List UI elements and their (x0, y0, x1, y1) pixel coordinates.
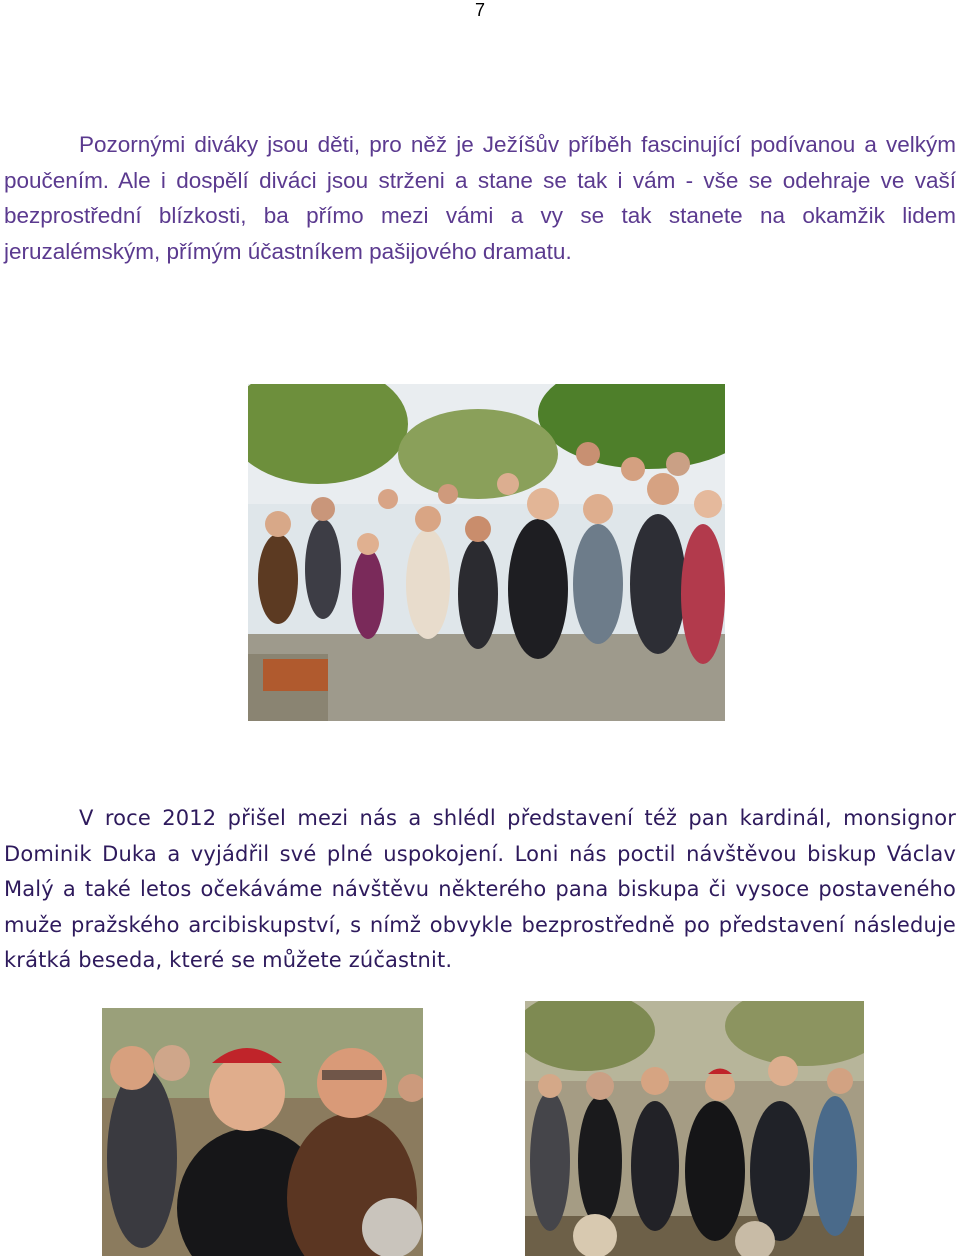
photo-clapping-audience (525, 1001, 864, 1256)
photo-crowd-spectators (248, 384, 725, 721)
paragraph-audience-text: Pozornými diváky jsou děti, pro něž je Ježíšův příběh fascinující podívanou a velkým poučením. Ale i dospělí diváci jsou strženi a stane se tak i vám - vše se odehraje ve vaší bezprostřední blízkosti, ba přímo mezi vámi a vy se tak stanete na okamžik lidem jeruzalémským, přímým účastníkem pašijového dramatu. (4, 132, 956, 264)
paragraph-cardinal-visit-text: V roce 2012 přišel mezi nás a shlédl představení též pan kardinál, monsignor Dominik Duka a vyjádřil své plné uspokojení. Loni nás poctil návštěvou biskup Václav Malý a také letos očekáváme návštěvu některého pana biskupa či vysoce postaveného muže pražského arcibiskupství, s nímž obvykle bezprostředně po představení následuje krátká beseda, které se můžete zúčastnit. (4, 806, 956, 972)
paragraph-cardinal-visit (4, 801, 956, 979)
photo-cardinal-guest (102, 1008, 423, 1256)
page-number: 7 (474, 0, 485, 20)
paragraph-audience (4, 127, 956, 269)
